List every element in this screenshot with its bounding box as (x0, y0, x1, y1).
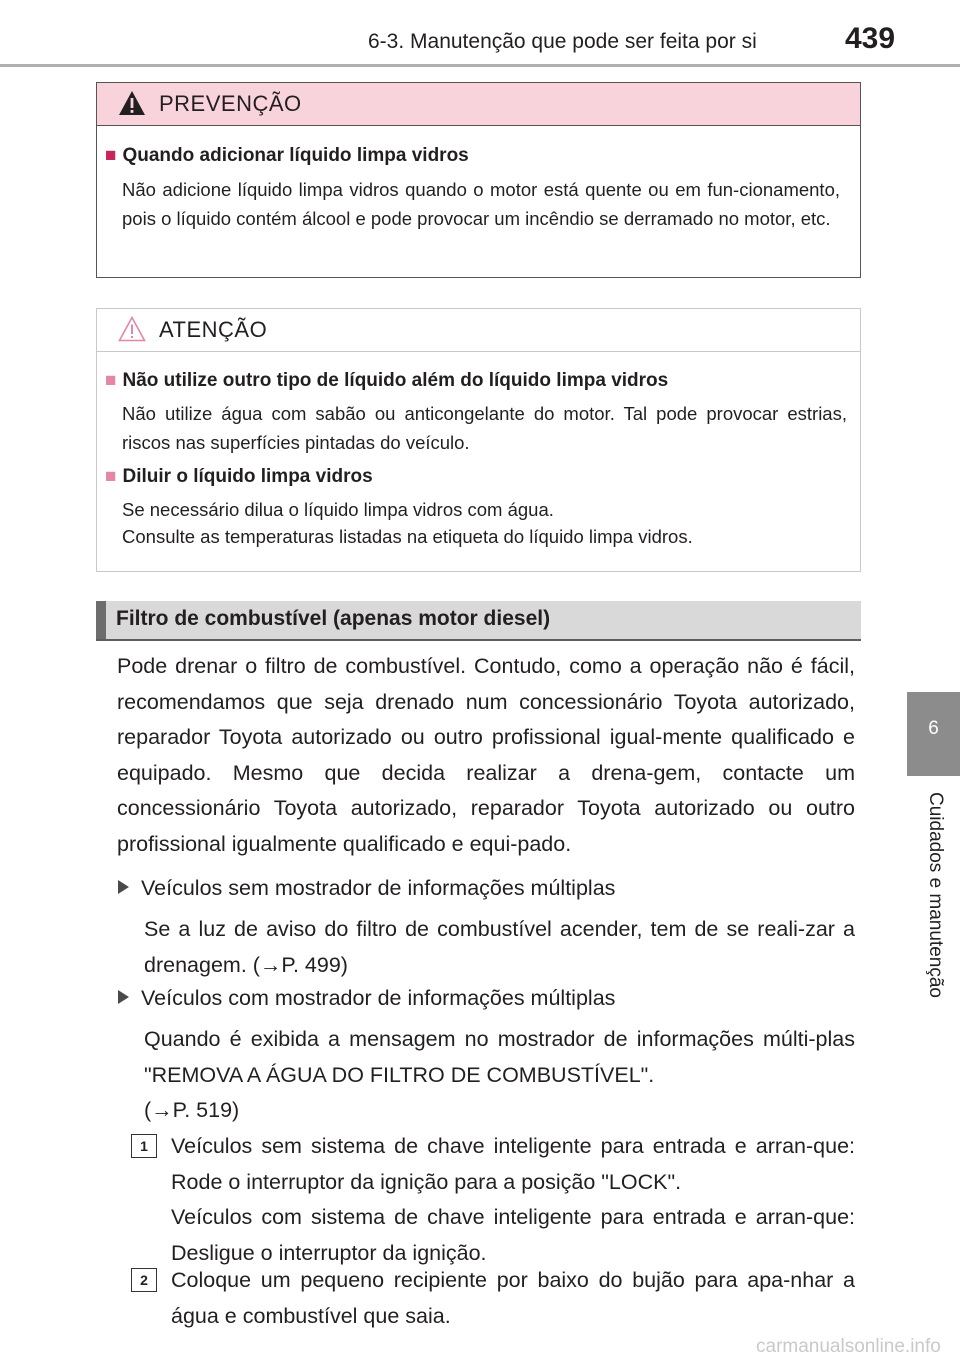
bullet-with-display-text: Quando é exibida a mensagem no mostrador de informações múlti-plas "REMOVA A ÁGUA DO FILTRO DE COMBUSTÍVEL". (144, 1027, 855, 1087)
chapter-label: Cuidados e manutenção (925, 792, 946, 998)
bullet-with-display-ref: (→P. 519) (144, 1098, 240, 1122)
section-intro-paragraph: Pode drenar o filtro de combustível. Contudo, como a operação não é fácil, recomendamos que seja drenado num concessionário Toyota autorizado, reparador Toyota autorizado ou outro profissional igual-mente qualificado e equipado. Mesmo que decida realizar a drena-gem, contacte um concessionário Toyota autorizado, reparador Toyota autorizado ou outro profissional igualmente qualificado e equi-pado. (117, 654, 855, 856)
atencao-item1-heading: ■ Não utilize outro tipo de líquido além do líquido limpa vidros (105, 370, 669, 391)
step-1-text-a: Veículos sem sistema de chave inteligente para entrada e arran-que: Rode o interruptor da ignição para a posição "LOCK". (171, 1134, 855, 1194)
prevencao-title: PREVENÇÃO (159, 91, 302, 116)
section-heading: Filtro de combustível (apenas motor diesel) (116, 607, 551, 630)
bullet-no-display-text: Se a luz de aviso do filtro de combustível acender, tem de se reali-zar a drenagem. (→P. 499) (144, 917, 855, 977)
bullet-with-display: Veículos com mostrador de informações múltiplas (118, 986, 615, 1011)
triangle-bullet-icon (118, 990, 129, 1004)
chapter-number: 6 (928, 718, 939, 739)
bullet-no-display: Veículos sem mostrador de informações múltiplas (118, 876, 615, 901)
atencao-box (96, 308, 861, 572)
prevencao-item-text: Não adicione líquido limpa vidros quando o motor está quente ou em fun-cionamento, pois o líquido contém álcool e pode provocar um incêndio se derramado no motor, etc. (122, 179, 840, 229)
watermark: carmanualsonline.info (756, 1336, 941, 1357)
atencao-header (97, 309, 860, 352)
step-1-marker: 1 (131, 1134, 157, 1158)
atencao-item2-line2: Consulte as temperaturas listadas na etiqueta do líquido limpa vidros. (122, 526, 693, 547)
square-bullet-icon: ■ (105, 466, 117, 487)
prevencao-item-heading: ■ Quando adicionar líquido limpa vidros (105, 145, 469, 166)
page-number: 439 (845, 22, 896, 55)
warning-filled-icon (117, 89, 147, 117)
prevencao-header (97, 83, 860, 126)
warning-outline-icon (117, 315, 147, 343)
square-bullet-icon: ■ (105, 145, 117, 166)
section-heading-bar (96, 601, 861, 641)
atencao-item2-line1: Se necessário dilua o líquido limpa vidros com água. (122, 499, 554, 520)
step-2-marker: 2 (131, 1268, 157, 1292)
atencao-item1-text: Não utilize água com sabão ou anticongelante do motor. Tal pode provocar estrias, riscos nas superfícies pintadas do veículo. (122, 403, 847, 453)
atencao-title: ATENÇÃO (159, 317, 268, 342)
atencao-item2-heading: ■ Diluir o líquido limpa vidros (105, 466, 373, 487)
header-divider (0, 64, 960, 67)
step-2-text: Coloque um pequeno recipiente por baixo do bujão para apa-nhar a água e combustível que saia. (171, 1268, 855, 1328)
section-heading-accent (96, 601, 106, 639)
square-bullet-icon: ■ (105, 370, 117, 391)
triangle-bullet-icon (118, 880, 129, 894)
prevencao-box (96, 82, 861, 278)
step-1-text-b: Veículos com sistema de chave inteligente para entrada e arran-que: Desligue o interruptor da ignição. (171, 1205, 855, 1265)
header-section-title: 6-3. Manutenção que pode ser feita por si (368, 30, 757, 53)
